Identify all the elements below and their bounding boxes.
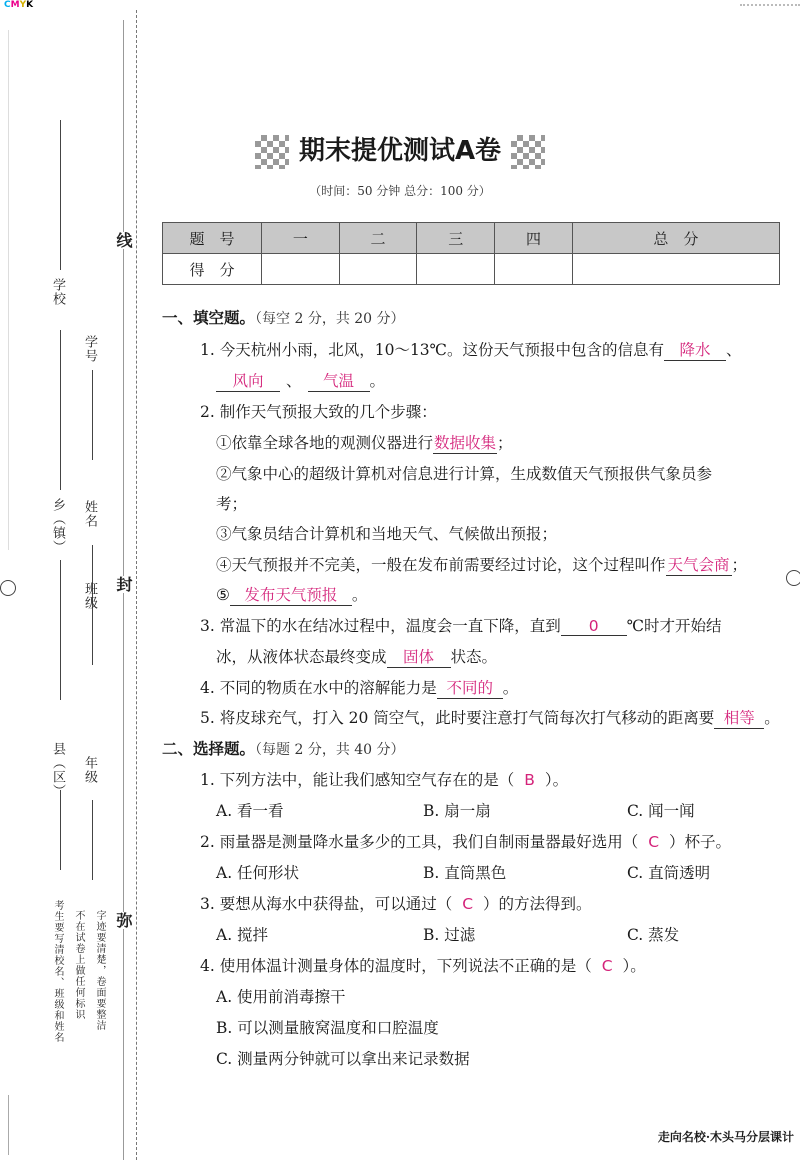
s1-q1-answer-1[interactable]: 降水 [664,338,726,361]
checker-decoration-right [511,135,545,169]
margin-divider-upper [8,30,9,550]
score-header-cell: 题 号 [163,223,262,254]
score-cell[interactable] [417,254,495,285]
s2-q2-answer[interactable]: C [648,833,660,851]
score-header-cell: 总 分 [572,223,779,254]
s1-q1-line2 [216,369,385,392]
student-id-label: 学号 [82,335,97,363]
county-field-line[interactable] [60,790,61,870]
exam-title [0,130,800,169]
notice-line-1: 考生要写清校名、班级和姓名 [52,900,63,1043]
s1-q2-step5 [216,583,367,606]
s1-q2-step4 [216,553,747,576]
score-cell[interactable] [495,254,573,285]
s1-q1-end: 。 [369,372,386,390]
margin-divider-lower [8,1095,9,1155]
score-table-row [163,254,780,285]
s2-q4-option-a[interactable]: A. 使用前消毒擦干 [216,988,346,1006]
s2-q4-answer[interactable]: C [601,957,613,975]
score-cell[interactable] [339,254,417,285]
s1-q2-step5-answer[interactable]: 发布天气预报 [230,583,352,606]
s2-q2-option-c[interactable]: C. 直筒透明 [627,864,711,882]
score-cell[interactable] [262,254,340,285]
s1-q2-step3: ③气象员结合计算机和当地天气、气候做出预报； [216,525,558,543]
s1-q1-sep-2: 、 [286,372,302,390]
score-table [162,222,780,285]
s2-q3-answer[interactable]: C [462,895,474,913]
section1-note: （每空 2 分，共 20 分） [255,311,405,327]
s1-q2-line: 2. 制作天气预报大致的几个步骤： [200,403,437,421]
s2-q3-option-c[interactable]: C. 蒸发 [627,926,680,944]
school-label: 学校 [50,278,65,306]
s1-q4-answer[interactable]: 不同的 [437,676,503,699]
s1-q3-text-d: 状态。 [450,648,498,666]
s1-q2-step2a: ②气象中心的超级计算机对信息进行计算，生成数值天气预报供气象员参 [216,465,713,483]
s2-q4-line [200,954,646,976]
s1-q2-step4-answer[interactable]: 天气会商 [666,553,732,576]
s1-q3-answer-2[interactable]: 固体 [387,645,451,668]
s1-q4-text: 4. 不同的物质在水中的溶解能力是 [200,679,437,697]
s1-q1-sep-1: 、 [726,341,742,359]
section2-title: 二、选择题。 [162,740,256,758]
s2-q1-text: 1. 下列方法中，能让我们感知空气存在的是（ [200,771,515,789]
s2-q4-end: ）。 [622,957,646,975]
s2-q4-option-c[interactable]: C. 测量两分钟就可以拿出来记录数据 [216,1050,470,1068]
s2-q3-text: 3. 要想从海水中获得盐，可以通过（ [200,895,453,913]
s2-q1-option-a[interactable]: A. 看一看 [216,802,284,820]
s2-q1-end: ）。 [544,771,569,789]
corner-dots [740,4,800,10]
s2-q3-option-b[interactable]: B. 过滤 [423,926,476,944]
s1-q5-line [200,706,780,729]
s2-q2-option-a[interactable]: A. 任何形状 [216,864,300,882]
s1-q4-end: 。 [502,679,519,697]
score-cell[interactable] [572,254,779,285]
s1-q5-end: 。 [764,709,780,727]
crop-mark-left [0,580,16,596]
s2-q3-option-a[interactable]: A. 搅拌 [216,926,269,944]
s1-q3-text-c: 冰，从液体状态最终变成 [216,648,387,666]
s2-q2-end: ）杯子。 [669,833,732,851]
s1-q2-step4-end: ； [731,556,748,574]
class-label: 班级 [82,582,97,610]
s1-q1-answer-2[interactable]: 风向 [216,369,280,392]
s2-q1-line [200,768,568,790]
exam-subtitle: （时间：50 分钟 总分：100 分） [309,184,491,198]
s1-q2-step1-end: ； [497,434,513,452]
s2-q4-text: 4. 使用体温计测量身体的温度时，下列说法不正确的是（ [200,957,592,975]
notice-line-3: 字迹要清楚，卷面要整洁 [94,910,105,1031]
notice-line-2: 不在试卷上做任何标识 [73,910,84,1020]
s2-q1-option-b[interactable]: B. 扇一扇 [423,802,491,820]
township-field-line[interactable] [60,330,61,490]
s1-q3-text-a: 3. 常温下的水在结冰过程中，温度会一直下降，直到 [200,617,561,635]
s1-q2-step1-text: ①依靠全球各地的观测仪器进行 [216,434,434,452]
s1-q1-text: 1. 今天杭州小雨，北风，10～13℃。这份天气预报中包含的信息有 [200,341,665,359]
score-header-cell: 三 [417,223,495,254]
s1-q1-line1 [200,338,742,361]
score-row-label: 得 分 [163,254,262,285]
section2-note: （每题 2 分，共 40 分） [255,742,405,758]
score-table-header-row [163,223,780,254]
s2-q2-option-b[interactable]: B. 直筒黑色 [423,864,507,882]
grade-label: 年级 [82,756,97,784]
score-header-cell: 四 [495,223,573,254]
s1-q2-step5-num: ⑤ [216,586,230,604]
section1-heading [162,306,405,328]
s1-q3-line1 [200,614,722,636]
township-label: 乡（镇） [50,498,65,554]
s2-q1-answer[interactable]: B [524,771,535,789]
s1-q2-step5-end: 。 [351,586,368,604]
s1-q5-text: 5. 将皮球充气，打入 20 筒空气，此时要注意打气筒每次打气移动的距离要 [200,709,715,727]
s2-q3-end: ）的方法得到。 [483,895,592,913]
class-field-line[interactable] [60,560,61,700]
cmyk-mark: CMYK [4,0,34,10]
grade-field-line[interactable] [92,800,93,880]
s1-q2-step4-text: ④天气预报并不完美，一般在发布前需要经过讨论，这个过程叫作 [216,556,666,574]
s1-q3-answer-1[interactable]: 0 [561,617,627,636]
county-label: 县（区） [50,742,65,798]
s1-q3-line2 [216,645,497,668]
student-id-field-line[interactable] [92,370,93,460]
footer-brand: 走向名校·木头马分层课计 [657,1130,794,1144]
s1-q2-step1 [216,431,513,454]
s2-q3-line [200,892,592,914]
s2-q1-option-c[interactable]: C. 闻一闻 [627,802,695,820]
s2-q2-text: 2. 雨量器是测量降水量多少的工具，我们自制雨量器最好选用（ [200,833,639,851]
s1-q2-step1-answer[interactable]: 数据收集 [433,431,497,454]
checker-decoration-left [255,135,289,169]
name-label: 姓名 [82,500,97,528]
s1-q2-step2b: 考； [216,495,248,513]
binding-label-mi: 弥 [114,912,133,929]
s1-q5-answer[interactable]: 相等 [714,706,764,729]
s2-q2-line [200,830,731,852]
s1-q4-line [200,676,518,699]
score-header-cell: 二 [339,223,417,254]
s2-q4-option-b[interactable]: B. 可以测量腋窝温度和口腔温度 [216,1019,439,1037]
exam-title-text: 期末提优测试A卷 [298,136,502,166]
score-header-cell: 一 [262,223,340,254]
s1-q1-answer-3[interactable]: 气温 [308,369,370,392]
binding-label-feng: 封 [114,576,133,593]
s1-q3-text-b: ℃时才开始结 [626,617,722,635]
section1-title: 一、填空题。 [162,309,256,327]
crop-mark-right [786,570,800,586]
binding-label-xian: 线 [114,232,133,249]
section2-heading [162,737,405,759]
